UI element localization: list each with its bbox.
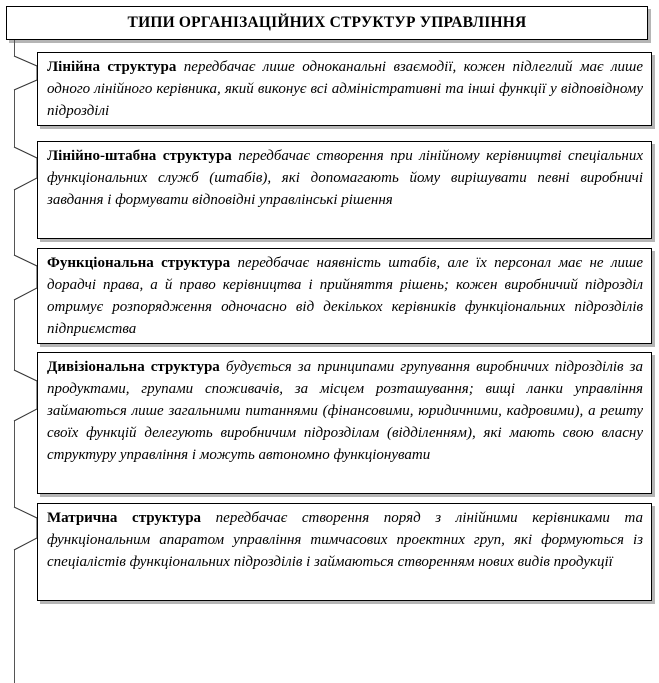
connector-arrow-5 (14, 507, 37, 550)
structure-card-divisional (37, 352, 652, 494)
structure-term-functional: Функціональна структура (47, 255, 231, 271)
structure-description-divisional: будується за принципами групування виробничих підрозділів за продуктами, групами споживачів, за місцем розташування; вищі ланки управління займаються лише загальними питаннями (фінансовими, юридичними, кадровими), а решту своїх функцій делегують виробничим підрозділам (відділенням), які мають свою власну структуру управління і можуть автономно функціонувати (47, 359, 644, 463)
connector-arrow-3 (14, 255, 37, 300)
structure-term-linear: Лінійна структура (47, 59, 177, 75)
connector-arrow-4 (14, 370, 37, 421)
structure-description-functional: передбачає наявність штабів, але їх персонал має не лише дорадчі права, а й право керівництва і прийняття рішень; кожен виробничий підрозділ отримує розпорядження одночасно від декількох керівників функціональних підрозділів підприємства (47, 255, 643, 337)
structure-description-linear: передбачає лише одноканальні взаємодії, кожен підлеглий має лише одного лінійного керівника, який виконує всі адміністративні та інші функції у відповідному підрозділі (47, 59, 644, 119)
structure-term-divisional: Дивізіональна структура (47, 359, 220, 375)
structure-term-matrix: Матрична структура (47, 510, 202, 526)
diagram-title: ТИПИ ОРГАНІЗАЦІЙНИХ СТРУКТУР УПРАВЛІННЯ (6, 6, 648, 40)
structure-term-line-staff: Лінійно-штабна структура (47, 148, 232, 164)
connector-arrow-2 (14, 147, 37, 190)
structure-card-functional (37, 248, 652, 344)
structure-description-matrix: передбачає створення поряд з лінійними керівниками та функціональним апаратом управління тимчасових проектних груп, які формуються із спеціалістів функціональних підрозділів і займаються створенням нових видів продукції (47, 510, 643, 570)
structure-card-linear (37, 52, 652, 126)
structure-description-line-staff: передбачає створення при лінійному керівництві спеціальних функціональних служб (штабів), які допомагають йому вирішувати певні виробничі завдання і формувати відповідні управлінські рішення (47, 148, 643, 208)
connector-arrow-1 (14, 56, 37, 90)
structure-card-matrix (37, 503, 652, 601)
structure-card-line-staff (37, 141, 652, 239)
